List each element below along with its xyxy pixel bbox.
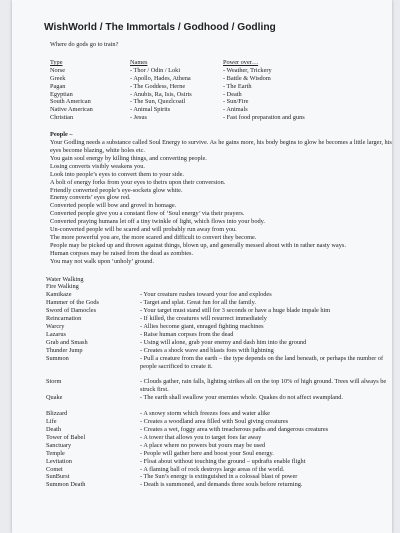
- power-cell: - Fast food preparation and guns: [223, 114, 305, 122]
- list-item: [46, 347, 394, 355]
- type-cell: Christian: [50, 114, 74, 122]
- list-item: [46, 442, 394, 450]
- list-item: [46, 394, 394, 402]
- power-name: Grab and Smash: [46, 338, 88, 346]
- power-desc: - Your creature rushes toward your foe and explodes: [140, 291, 272, 299]
- power-desc: - Raise human corpses from the dead: [140, 330, 234, 338]
- power-desc: - People will gather here and boost your Soul energy.: [140, 449, 274, 457]
- power-desc: - Using will alone, grab your enemy and dash him into the ground: [140, 338, 307, 346]
- list-item: [46, 434, 394, 442]
- list-item: [46, 450, 394, 458]
- people-line: Your Godling needs a substance called Soul Energy to survive. As he gains more, his body begins to glow he becomes a little larger, his eyes become blazing, white holes etc.: [50, 139, 392, 154]
- type-cell: Pagan: [50, 82, 66, 90]
- power-name: Life: [46, 418, 57, 426]
- power-name: Death: [46, 425, 62, 433]
- names-cell: - Thor / Odin / Loki: [130, 66, 181, 74]
- power-desc: - Allies become giant, enraged fighting machines: [140, 323, 264, 330]
- type-cell: Greek: [50, 74, 66, 82]
- power-name: Summon Death: [46, 481, 86, 489]
- people-line: Enemy converts’ eyes glow red.: [50, 194, 131, 202]
- power-name: SunBurst: [46, 473, 70, 481]
- list-item: [46, 378, 394, 394]
- people-line: The more powerful you are, the more scared and difficult to convert they become.: [50, 233, 257, 241]
- header-power: Power over…: [223, 58, 259, 66]
- power-desc: - Clouds gather, rain falls, lighting strikes all on the top 10% of high ground. Trees will always be struck first.: [140, 378, 387, 394]
- names-cell: - Jesus: [130, 114, 147, 122]
- header-names: Names: [130, 58, 148, 66]
- power-desc: - If killed, the creatures will resurrect immediately: [140, 315, 267, 323]
- type-cell: South American: [50, 98, 91, 106]
- power-cell: - The Earth: [223, 82, 252, 90]
- list-item: [46, 283, 394, 291]
- table-header-row: [50, 59, 305, 67]
- power-desc: - Pull a creature from the earth – the type depends on the land beneath, or perhaps the number of people sacrificed to create it.: [140, 354, 384, 370]
- people-line: Friendly converted people’s eye-sockets glow white.: [50, 186, 183, 194]
- list-item: [46, 355, 394, 371]
- power-desc: - A flaming ball of rock destroys large areas of the world.: [140, 465, 285, 473]
- people-line: You may not walk upon ‘unholy’ ground.: [50, 257, 155, 265]
- page-title: WishWorld / The Immortals / Godhood / Godling: [44, 22, 276, 33]
- table-row: [50, 67, 305, 75]
- power-cell: - Animals: [223, 106, 248, 114]
- list-item: [46, 458, 394, 466]
- power-name: Water Walking: [46, 275, 84, 283]
- power-name: Quake: [46, 394, 63, 402]
- power-name: Tower of Babel: [46, 433, 86, 441]
- power-cell: - Battle & Wisdom: [223, 74, 271, 82]
- power-desc: - The Sun’s energy is extinguished in a colossal blast of power: [140, 473, 298, 481]
- list-item: [46, 339, 394, 347]
- people-line: You gain soul energy by killing things, and converting people.: [50, 154, 207, 162]
- list-item: [46, 291, 394, 299]
- list-item: [46, 473, 394, 481]
- paper-sheet: [12, 0, 392, 533]
- list-item: [46, 276, 394, 284]
- power-name: Temple: [46, 449, 65, 457]
- names-cell: - The Sun, Quezlcoatl: [130, 98, 186, 106]
- spacer: [46, 402, 394, 410]
- power-cell: - Weather, Trickery: [223, 66, 272, 74]
- power-name: Lazarus: [46, 330, 66, 338]
- names-cell: - The Goddess, Herne: [130, 82, 186, 90]
- list-item: [46, 466, 394, 474]
- list-item: [46, 307, 394, 315]
- power-name: Fire Walking: [46, 283, 79, 291]
- type-cell: Native American: [50, 106, 93, 114]
- power-desc: - A tower that allows you to target foes far away: [140, 433, 262, 441]
- power-desc: - Float about without touching the ground – updrafts enable flight: [140, 457, 306, 465]
- power-name: Storm: [46, 378, 62, 386]
- list-item: [46, 426, 394, 434]
- power-name: Summon: [46, 354, 69, 362]
- power-name: Thunder Jump: [46, 346, 83, 354]
- power-cell: - Death: [223, 90, 242, 98]
- power-name: Reincarnation: [46, 315, 82, 323]
- power-desc: - Creates a woodland area filled with Soul giving creatures: [140, 418, 289, 426]
- table-row: [50, 91, 305, 99]
- type-cell: Egyptian: [50, 90, 73, 98]
- people-heading: People –: [50, 131, 73, 139]
- names-cell: - Animal Spirits: [130, 106, 171, 114]
- power-desc: - Creates a shock wave and blasts foes with lightning: [140, 346, 274, 354]
- type-cell: Norse: [50, 66, 66, 74]
- power-name: Blizzard: [46, 410, 68, 418]
- people-line: Un-converted people will be scared and will probably run away from you.: [50, 226, 237, 234]
- power-desc: - Target and splat. Great fun for all the family.: [140, 299, 256, 307]
- spacer: [46, 370, 394, 378]
- table-row: [50, 98, 305, 106]
- power-cell: - Sun/Fire: [223, 98, 249, 106]
- table-row: [50, 106, 305, 114]
- power-desc: - Your target must stand still for 3 seconds or have a huge blade impale him: [140, 307, 331, 315]
- names-cell: - Anubis, Ra, Isis, Osiris: [130, 90, 192, 98]
- powers-list: [46, 276, 394, 490]
- intro-question: Where do gods go to train?: [50, 41, 119, 48]
- power-desc: - Death is summoned, and demands three souls before returning.: [140, 481, 303, 489]
- header-type: Type: [50, 58, 63, 66]
- list-item: [46, 331, 394, 339]
- table-row: [50, 75, 305, 83]
- power-desc: - A snowy storm which freezes foes and water alike: [140, 410, 270, 418]
- document: [34, 18, 394, 489]
- power-name: Comet: [46, 465, 63, 473]
- power-name: Hammer of the Gods: [46, 299, 99, 307]
- people-line: Human corpses may be raised from the dead as zombies.: [50, 249, 194, 257]
- god-types-table: [50, 59, 305, 122]
- names-cell: - Apollo, Hades, Athena: [130, 74, 191, 82]
- table-row: [50, 83, 305, 91]
- people-section: [50, 131, 394, 265]
- people-line: Converted praying humans let off a tiny twinkle of light, which flows into your body.: [50, 218, 265, 226]
- power-desc: - The earth shall swallow your enemies whole. Quakes do not affect swampland.: [140, 394, 343, 402]
- power-name: Kamikaze: [46, 291, 72, 299]
- list-item: [46, 315, 394, 323]
- power-name: Warcry: [46, 323, 65, 330]
- power-desc: - A place where no powers but yours may be used: [140, 441, 266, 449]
- list-item: [46, 299, 394, 307]
- list-item: [46, 410, 394, 418]
- table-row: [50, 114, 305, 122]
- people-line: People may be picked up and thrown against things, blown up, and generally messed about with in rather nasty ways.: [50, 241, 346, 249]
- people-line: Look into people’s eyes to convert them to your side.: [50, 170, 184, 178]
- people-line: Converted people will bow and grovel in homage.: [50, 202, 177, 210]
- power-name: Sword of Damocles: [46, 307, 97, 315]
- list-item: [46, 323, 394, 331]
- power-name: Levitation: [46, 457, 72, 465]
- list-item: [46, 481, 394, 489]
- power-name: Sanctuary: [46, 441, 72, 449]
- power-desc: - Creates a wet, foggy area with treacherous paths and dangerous creatures: [140, 425, 329, 433]
- people-line: Converted people give you a constant flow of ‘Soul energy’ via their prayers.: [50, 210, 245, 218]
- list-item: [46, 418, 394, 426]
- people-line: Losing converts visibly weakens you.: [50, 162, 145, 170]
- people-line: A bolt of energy forks from your eyes to theirs upon their conversion.: [50, 178, 226, 186]
